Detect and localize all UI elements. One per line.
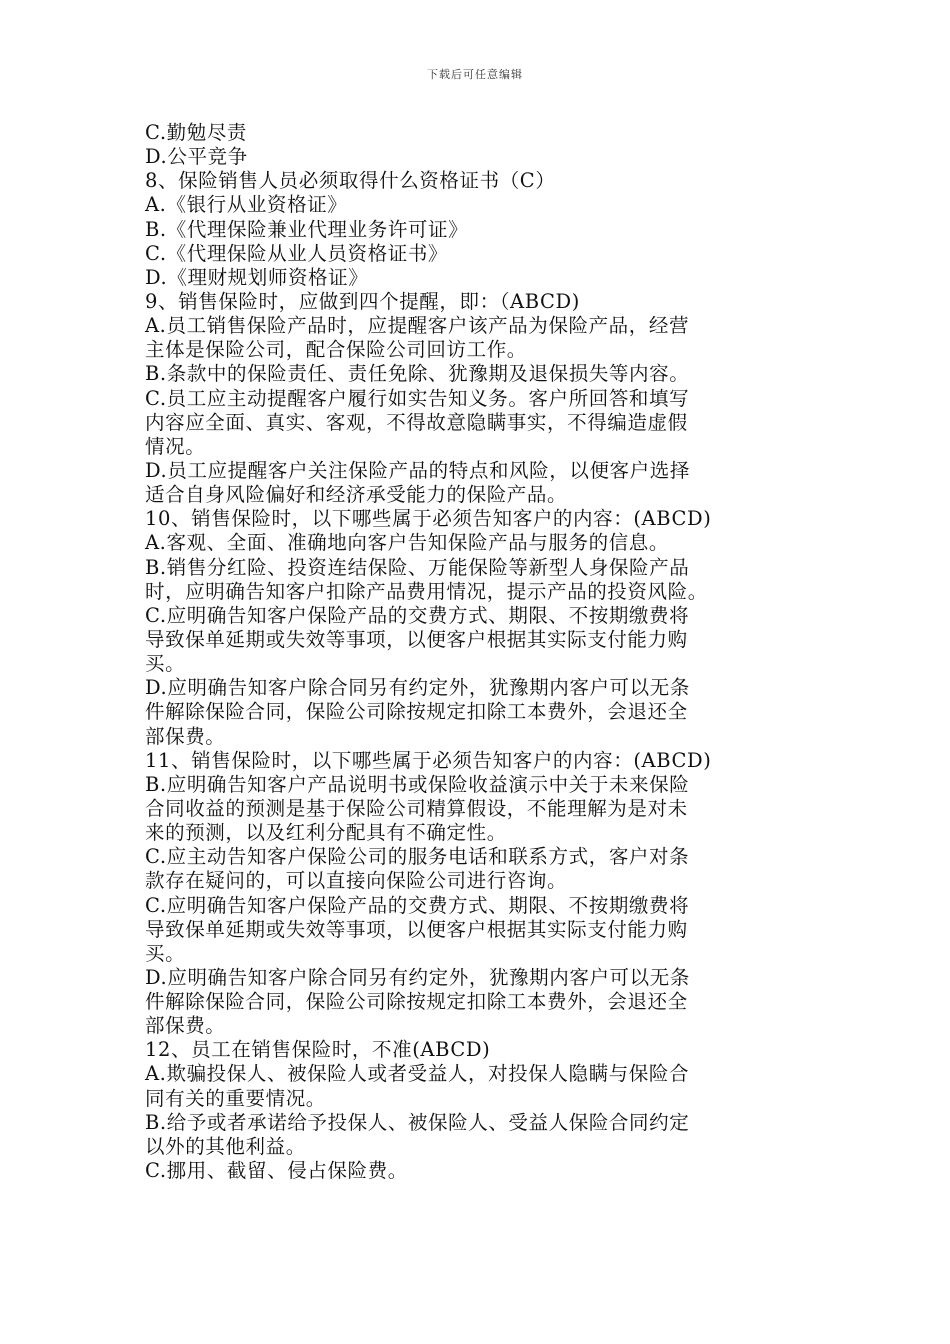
question-11-title: 11、销售保险时，以下哪些属于必须告知客户的内容：(ABCD) xyxy=(145,748,712,772)
text-line: 部保费。 xyxy=(145,1014,226,1038)
text-line: A.欺骗投保人、被保险人或者受益人，对投保人隐瞒与保险合 xyxy=(145,1062,690,1086)
text-line: A.客观、全面、准确地向客户告知保险产品与服务的信息。 xyxy=(145,531,669,555)
text-line: C.应明确告知客户保险产品的交费方式、期限、不按期缴费将 xyxy=(145,893,690,917)
text-line: 主体是保险公司，配合保险公司回访工作。 xyxy=(145,338,527,362)
text-line: C.勤勉尽责 xyxy=(145,121,248,144)
text-line: A.《银行从业资格证》 xyxy=(145,193,348,217)
text-line: 情况。 xyxy=(145,434,206,458)
document-body xyxy=(145,121,810,1183)
text-line: C.挪用、截留、侵占保险费。 xyxy=(145,1159,408,1183)
text-line: 导致保单延期或失效等事项，以便客户根据其实际支付能力购 xyxy=(145,917,688,941)
question-10-title: 10、销售保险时，以下哪些属于必须告知客户的内容：(ABCD) xyxy=(145,507,712,531)
text-line: D.员工应提醒客户关注保险产品的特点和风险，以便客户选择 xyxy=(145,458,690,482)
text-line: 买。 xyxy=(145,652,186,676)
text-line: C.《代理保险从业人员资格证书》 xyxy=(145,241,449,265)
text-line: B.《代理保险兼业代理业务许可证》 xyxy=(145,217,469,241)
text-line: 件解除保险合同，保险公司除按规定扣除工本费外，会退还全 xyxy=(145,990,688,1014)
text-line: 件解除保险合同，保险公司除按规定扣除工本费外，会退还全 xyxy=(145,700,688,724)
text-line: 适合自身风险偏好和经济承受能力的保险产品。 xyxy=(145,483,568,507)
text-line: C.应明确告知客户保险产品的交费方式、期限、不按期缴费将 xyxy=(145,603,690,627)
text-line: 合同收益的预测是基于保险公司精算假设，不能理解为是对未 xyxy=(145,796,688,820)
text-line: 内容应全面、真实、客观，不得故意隐瞒事实，不得编造虚假 xyxy=(145,410,688,434)
question-12-title: 12、员工在销售保险时，不准(ABCD) xyxy=(145,1038,491,1062)
text-line: 导致保单延期或失效等事项，以便客户根据其实际支付能力购 xyxy=(145,627,688,651)
text-line: D.应明确告知客户除合同另有约定外，犹豫期内客户可以无条 xyxy=(145,965,690,989)
text-line: B.销售分红险、投资连结保险、万能保险等新型人身保险产品 xyxy=(145,555,690,579)
text-line: 以外的其他利益。 xyxy=(145,1134,306,1158)
text-line: C.员工应主动提醒客户履行如实告知义务。客户所回答和填写 xyxy=(145,386,690,410)
text-line: 买。 xyxy=(145,941,186,965)
text-line: 部保费。 xyxy=(145,724,226,748)
text-line: D.公平竞争 xyxy=(145,145,248,169)
text-line: 同有关的重要情况。 xyxy=(145,1086,326,1110)
text-line: A.员工销售保险产品时，应提醒客户该产品为保险产品，经营 xyxy=(145,314,690,338)
text-line: D.《理财规划师资格证》 xyxy=(145,265,369,289)
question-9-title: 9、销售保险时，应做到四个提醒，即：（ABCD) xyxy=(145,289,580,313)
text-line: B.给予或者承诺给予投保人、被保险人、受益人保险合同约定 xyxy=(145,1110,690,1134)
text-line: 时，应明确告知客户扣除产品费用情况，提示产品的投资风险。 xyxy=(145,579,708,603)
text-line: 来的预测，以及红利分配具有不确定性。 xyxy=(145,821,507,845)
question-8-title: 8、保险销售人员必须取得什么资格证书（C） xyxy=(145,169,556,193)
text-line: 款存在疑问的，可以直接向保险公司进行咨询。 xyxy=(145,869,568,893)
text-line: C.应主动告知客户保险公司的服务电话和联系方式，客户对条 xyxy=(145,845,690,869)
text-line: B.应明确告知客户产品说明书或保险收益演示中关于未来保险 xyxy=(145,772,690,796)
text-line: B.条款中的保险责任、责任免除、犹豫期及退保损失等内容。 xyxy=(145,362,690,386)
text-line: D.应明确告知客户除合同另有约定外，犹豫期内客户可以无条 xyxy=(145,676,690,700)
page-header: 下载后可任意编辑 xyxy=(427,68,523,81)
